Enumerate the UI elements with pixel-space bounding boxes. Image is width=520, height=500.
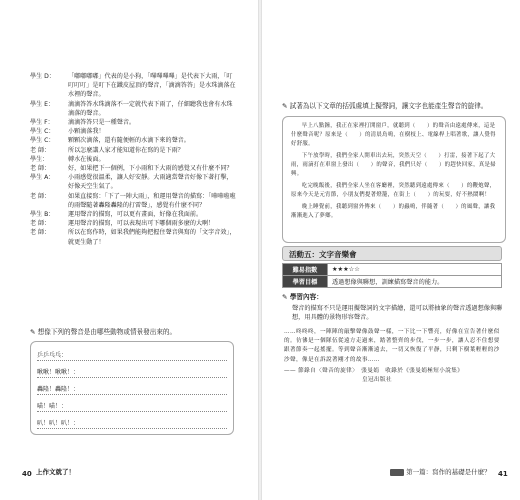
- pencil-icon: ✎: [282, 293, 288, 301]
- practice-line[interactable]: [37, 364, 227, 378]
- quote-excerpt: [284, 328, 502, 385]
- dialogue-row: [30, 155, 236, 164]
- quote-source: —— 節錄自〈聲音的旋律〉 張曼娟 收錄於《張曼娟極短小說集》: [284, 367, 464, 374]
- difficulty-label: 難易指數: [283, 264, 328, 276]
- pencil-icon: ✎: [30, 328, 36, 336]
- activity-title: 活動五：文字音樂會: [282, 246, 502, 261]
- dialogue-speaker: 學生 A：: [30, 174, 55, 182]
- left-page: [0, 0, 258, 500]
- dialogue-speaker: 老 師：: [30, 146, 51, 154]
- dialogue-speaker: 學生 B：: [30, 211, 55, 219]
- page-number-left: 40: [22, 470, 32, 478]
- page-number-right: 41: [498, 470, 508, 478]
- dialogue-text: 顆顆次滴落，還有隨便輕的水滴下來的聲音。: [68, 137, 190, 145]
- dialogue-row: [30, 219, 236, 228]
- dialogue-row: [30, 228, 236, 246]
- cloze-paragraph: 早上八點鐘，我正在家裡打開窗戶，就聽到（ ）的聲音由遠處傳來，這是什麼聲音呢？原來是（ ）的清晨鳥鳴，在樹枝上、電線桿上唱著歌，讓人覺得好舒服。: [291, 123, 496, 147]
- right-page: [262, 0, 520, 500]
- learning-heading: ✎ 學習內容：: [282, 293, 323, 301]
- dialogue-row: [30, 164, 236, 173]
- quote-publisher: 皇冠出版社: [362, 377, 392, 384]
- dialogue-speaker: 學生 E：: [30, 100, 55, 108]
- dialogue-text: 運用聲音的描寫，可以更有畫面，好像在我面前。: [68, 211, 203, 219]
- footer-book-title: 上作文就了！: [36, 468, 75, 476]
- practice-line[interactable]: [37, 398, 227, 412]
- learning-text: 聲音的描寫不只是運用擬聲詞的文字描繪，還可以將抽象的聲音透過想像與聯想，用具體的景物形容聲音。: [292, 305, 503, 322]
- practice-line[interactable]: [37, 347, 227, 361]
- dialogue-text: 如果直接寫：「下了一陣大雨」，和運用聲音的描寫：「嘩嘩啦啦的雨聲隨著轟隆轟隆的打雷聲」，感覺有什麼不同？: [68, 192, 236, 209]
- practice-line[interactable]: [37, 381, 227, 395]
- dialogue-speaker: 學生 C：: [30, 137, 55, 145]
- practice-line-label: 喵！喵！：: [37, 403, 68, 410]
- book-stack-icon: [390, 469, 404, 476]
- dialogue-row: [30, 173, 236, 191]
- dialogue-text: 轉水在後面。: [68, 155, 105, 163]
- activity-info-table: [282, 263, 502, 288]
- dialogue-text: 所以怎麼講人家才能知道你在寫的是下雨？: [68, 146, 184, 154]
- cloze-text: [291, 122, 499, 224]
- practice-line[interactable]: [37, 415, 227, 429]
- dialogue-text: 滴滴答答只是一種聲音。: [68, 119, 136, 127]
- dialogue-row: [30, 127, 236, 136]
- practice-box: [30, 341, 234, 435]
- goal-label: 學習目標: [283, 276, 328, 288]
- cloze-box: [282, 116, 506, 243]
- practice-prompt: ✎ 想像下列的聲音是由哪些動物或情景發出來的。: [30, 328, 177, 336]
- dialogue-speaker: 學生 D：: [30, 73, 55, 80]
- dialogue-speaker: 學生：: [30, 155, 49, 163]
- dialogue-text: 運用聲音的描寫，可以表現出可下哪個雨多麼的大啊！: [68, 220, 215, 228]
- dialogue-speaker: 老 師：: [30, 229, 51, 237]
- cloze-prompt: ✎ 試著為以下文章的括弧處填上擬聲詞，讓文字也能產生聲音的旋律。: [282, 102, 488, 110]
- dialogue-text: 好，如果把下一個例，下小雨和下大雨的感覺又有什麼不同？: [68, 165, 233, 173]
- dialogue-speaker: 學生 C：: [30, 128, 55, 136]
- practice-line-label: 乒乒乓乓：: [37, 352, 68, 359]
- dialogue-speaker: 老 師：: [30, 165, 51, 173]
- dialogue-speaker: 老 師：: [30, 192, 51, 200]
- dialogue-list: [30, 72, 236, 247]
- dialogue-row: [30, 210, 236, 219]
- dialogue-text: 「嘟嘟嘟嘟」代表的是小狗，「嗶嗶嗶嗶」是代表下大雨，「叮叮叮叮」是叮下在鐵皮屋頂的聲音，「滴滴答答」是水珠滴落在水裡的聲音。: [68, 73, 236, 99]
- dialogue-text: 所以在寫作時，如果我們能夠把握住聲音與寫的「文字音效」，就更生動了！: [68, 229, 236, 246]
- difficulty-value: ★★★☆☆: [328, 264, 502, 276]
- dialogue-text: 小顆滴落我！: [68, 128, 105, 136]
- practice-line-label: 啾啾！啾啾！：: [37, 369, 80, 376]
- pencil-icon: ✎: [282, 102, 288, 110]
- dialogue-text: 滴滴答答水珠滴落不一定就代表下雨了，仔細聽我也會有水珠滴落的聲音。: [68, 100, 233, 117]
- dialogue-speaker: 老 師：: [30, 220, 51, 228]
- dialogue-row: [30, 72, 236, 100]
- cloze-paragraph: 吃完晚飯後，我們全家人坐在客廳裡，突然聽到遠處傳來（ ）的鞭炮聲，原來今天是元宵節，小朋友們提著燈籠，在街上（ ）的玩耍，好不熱鬧啊！: [291, 183, 496, 198]
- footer-chapter: 第一篇：寫作的基礎是什麼？: [390, 468, 491, 477]
- practice-line-label: 轟隆！轟隆！：: [37, 386, 80, 393]
- dialogue-row: [30, 146, 236, 155]
- dialogue-row: [30, 118, 236, 127]
- dialogue-speaker: 學生 F：: [30, 119, 54, 127]
- dialogue-row: [30, 100, 236, 118]
- practice-line-label: 叭！叭！叭！：: [37, 420, 80, 427]
- cloze-paragraph: 下午放學時，我們全家人開車出去玩，突然天空（ ）打雷，接著下起了大雨，雨滴打在車窗上發出（ ）的聲音，我們只好（ ）的趕快回家，真是掃興。: [291, 153, 496, 177]
- cloze-paragraph: 晚上睡覺前，我聽到窗外傳來（ ）的蟲鳴，伴隨著（ ）的風聲，讓我漸漸進入了夢鄉。: [291, 204, 496, 219]
- quote-body: ……咚咚咚，一陣陣的敲擊聲像鼓聲一樣，一下比一下響亮，好像在宣告著什麼似的。彷彿是一個隊伍從遠方走過來，踏著整齊的步伐，一步一步，讓人忍不住想要跟著節奏一起搖擺。等到聲音漸漸遠去，一切又恢復了平靜，只剩下樹葉輕輕的沙沙聲，像是在訴說著剛才的故事……: [284, 329, 500, 363]
- goal-value: 透過想像與聯想，訓練描寫聲音的能力。: [328, 276, 502, 288]
- dialogue-row: [30, 136, 236, 145]
- dialogue-text: 小雨感覺很溫柔，讓人好安靜。大雨適當聲音好像下著打擊，好像天空生氣了。: [68, 174, 233, 191]
- dialogue-row: [30, 192, 236, 210]
